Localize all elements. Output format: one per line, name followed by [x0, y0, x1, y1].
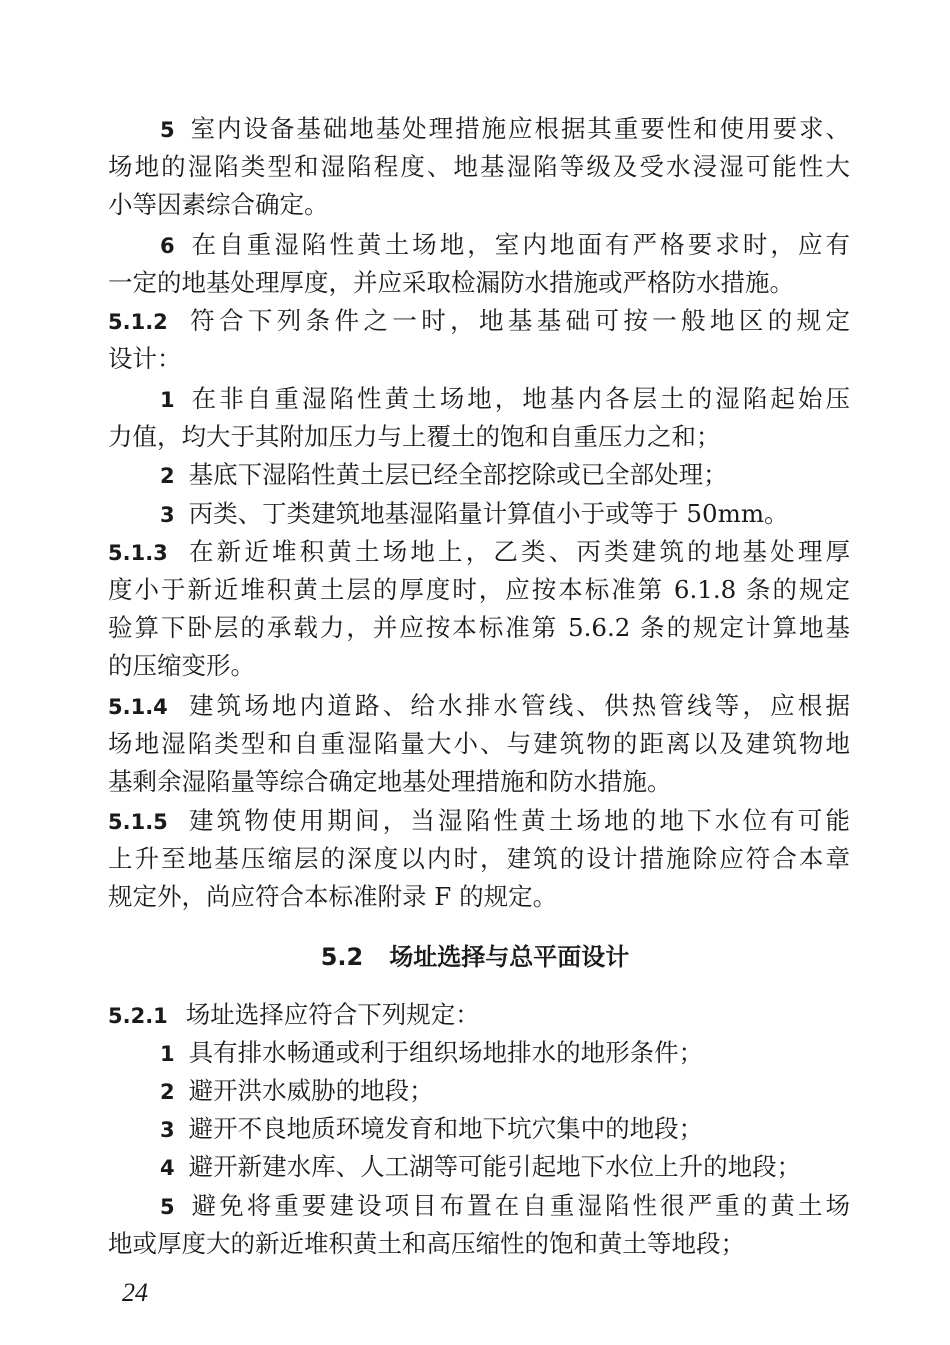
item-number: 1 — [160, 388, 175, 412]
clause-5-1-5-line-2: 上升至地基压缩层的深度以内时，建筑的设计措施除应符合本章 — [108, 844, 850, 873]
item-number: 2 — [160, 1080, 175, 1104]
item-number: 4 — [160, 1156, 175, 1180]
item-number: 1 — [160, 1042, 175, 1066]
site-item-3 — [160, 1110, 850, 1149]
site-item-5-line-1 — [160, 1187, 850, 1226]
item-5-line-1 — [160, 110, 850, 149]
site-item-1 — [160, 1034, 850, 1073]
site-item-2 — [160, 1072, 850, 1111]
section-number: 5.2 — [320, 943, 364, 971]
clause-5-2-1-line-1 — [108, 996, 850, 1035]
page-number: 24 — [122, 1278, 148, 1307]
text: 避免将重要建设项目布置在自重湿陷性很严重的黄土场 — [188, 1191, 850, 1220]
item-2-line-1 — [160, 456, 850, 495]
item-number: 6 — [160, 234, 175, 258]
text: 具有排水畅通或利于组织场地排水的地形条件； — [188, 1038, 704, 1067]
item-6-line-1 — [160, 226, 850, 265]
text: 在自重湿陷性黄土场地，室内地面有严格要求时，应有 — [188, 230, 850, 259]
text: 建筑场地内道路、给水排水管线、供热管线等，应根据 — [185, 691, 850, 720]
text: 丙类、丁类建筑地基湿陷量计算值小于或等于 50mm。 — [188, 499, 789, 528]
clause-5-1-4-line-3: 基剩余湿陷量等综合确定地基处理措施和防水措施。 — [108, 767, 672, 796]
clause-number: 5.1.4 — [108, 695, 168, 719]
item-number: 5 — [160, 118, 175, 142]
site-item-4 — [160, 1148, 850, 1187]
clause-5-1-3-line-4: 的压缩变形。 — [108, 651, 255, 680]
text: 避开不良地质环境发育和地下坑穴集中的地段； — [188, 1114, 704, 1143]
clause-number: 5.2.1 — [108, 1004, 168, 1028]
item-number: 5 — [160, 1195, 175, 1219]
clause-5-1-3-line-3: 验算下卧层的承载力，并应按本标准第 5.6.2 条的规定计算地基 — [108, 613, 850, 642]
clause-5-1-4-line-2: 场地湿陷类型和自重湿陷量大小、与建筑物的距离以及建筑物地 — [108, 729, 850, 758]
clause-number: 5.1.5 — [108, 810, 168, 834]
text: 符合下列条件之一时，地基基础可按一般地区的规定 — [185, 306, 850, 335]
item-5-line-2: 场地的湿陷类型和湿陷程度、地基湿陷等级及受水浸湿可能性大 — [108, 152, 850, 181]
item-number: 3 — [160, 503, 175, 527]
text: 在新近堆积黄土场地上，乙类、丙类建筑的地基处理厚 — [185, 537, 850, 566]
item-3-line-1 — [160, 495, 850, 534]
item-number: 2 — [160, 464, 175, 488]
item-number: 3 — [160, 1118, 175, 1142]
item-6-line-2: 一定的地基处理厚度，并应采取检漏防水措施或严格防水措施。 — [108, 268, 794, 297]
text: 场址选择应符合下列规定： — [185, 1000, 480, 1029]
clause-5-1-5-line-1 — [108, 802, 850, 841]
section-title: 场址选择与总平面设计 — [389, 943, 630, 971]
item-5-line-3: 小等因素综合确定。 — [108, 190, 329, 219]
text: 建筑物使用期间，当湿陷性黄土场地的地下水位有可能 — [185, 806, 850, 835]
item-1-line-2: 力值，均大于其附加压力与上覆土的饱和自重压力之和； — [108, 422, 721, 451]
clause-number: 5.1.3 — [108, 541, 168, 565]
item-1-line-1 — [160, 380, 850, 419]
section-heading — [0, 938, 950, 976]
clause-number: 5.1.2 — [108, 310, 168, 334]
clause-5-1-5-line-3: 规定外，尚应符合本标准附录 F 的规定。 — [108, 882, 558, 911]
text: 基底下湿陷性黄土层已经全部挖除或已全部处理； — [188, 460, 728, 489]
site-item-5-line-2: 地或厚度大的新近堆积黄土和高压缩性的饱和黄土等地段； — [108, 1229, 745, 1258]
clause-5-1-3-line-1 — [108, 533, 850, 572]
text: 避开洪水威胁的地段； — [188, 1076, 434, 1105]
clause-5-1-3-line-2: 度小于新近堆积黄土层的厚度时，应按本标准第 6.1.8 条的规定 — [108, 575, 850, 604]
text: 室内设备基础地基处理措施应根据其重要性和使用要求、 — [188, 114, 850, 143]
clause-5-1-2-line-1 — [108, 302, 850, 341]
text: 避开新建水库、人工湖等可能引起地下水位上升的地段； — [188, 1152, 802, 1181]
clause-5-1-4-line-1 — [108, 687, 850, 726]
clause-5-1-2-line-2: 设计： — [108, 344, 182, 373]
text: 在非自重湿陷性黄土场地，地基内各层土的湿陷起始压 — [188, 384, 850, 413]
